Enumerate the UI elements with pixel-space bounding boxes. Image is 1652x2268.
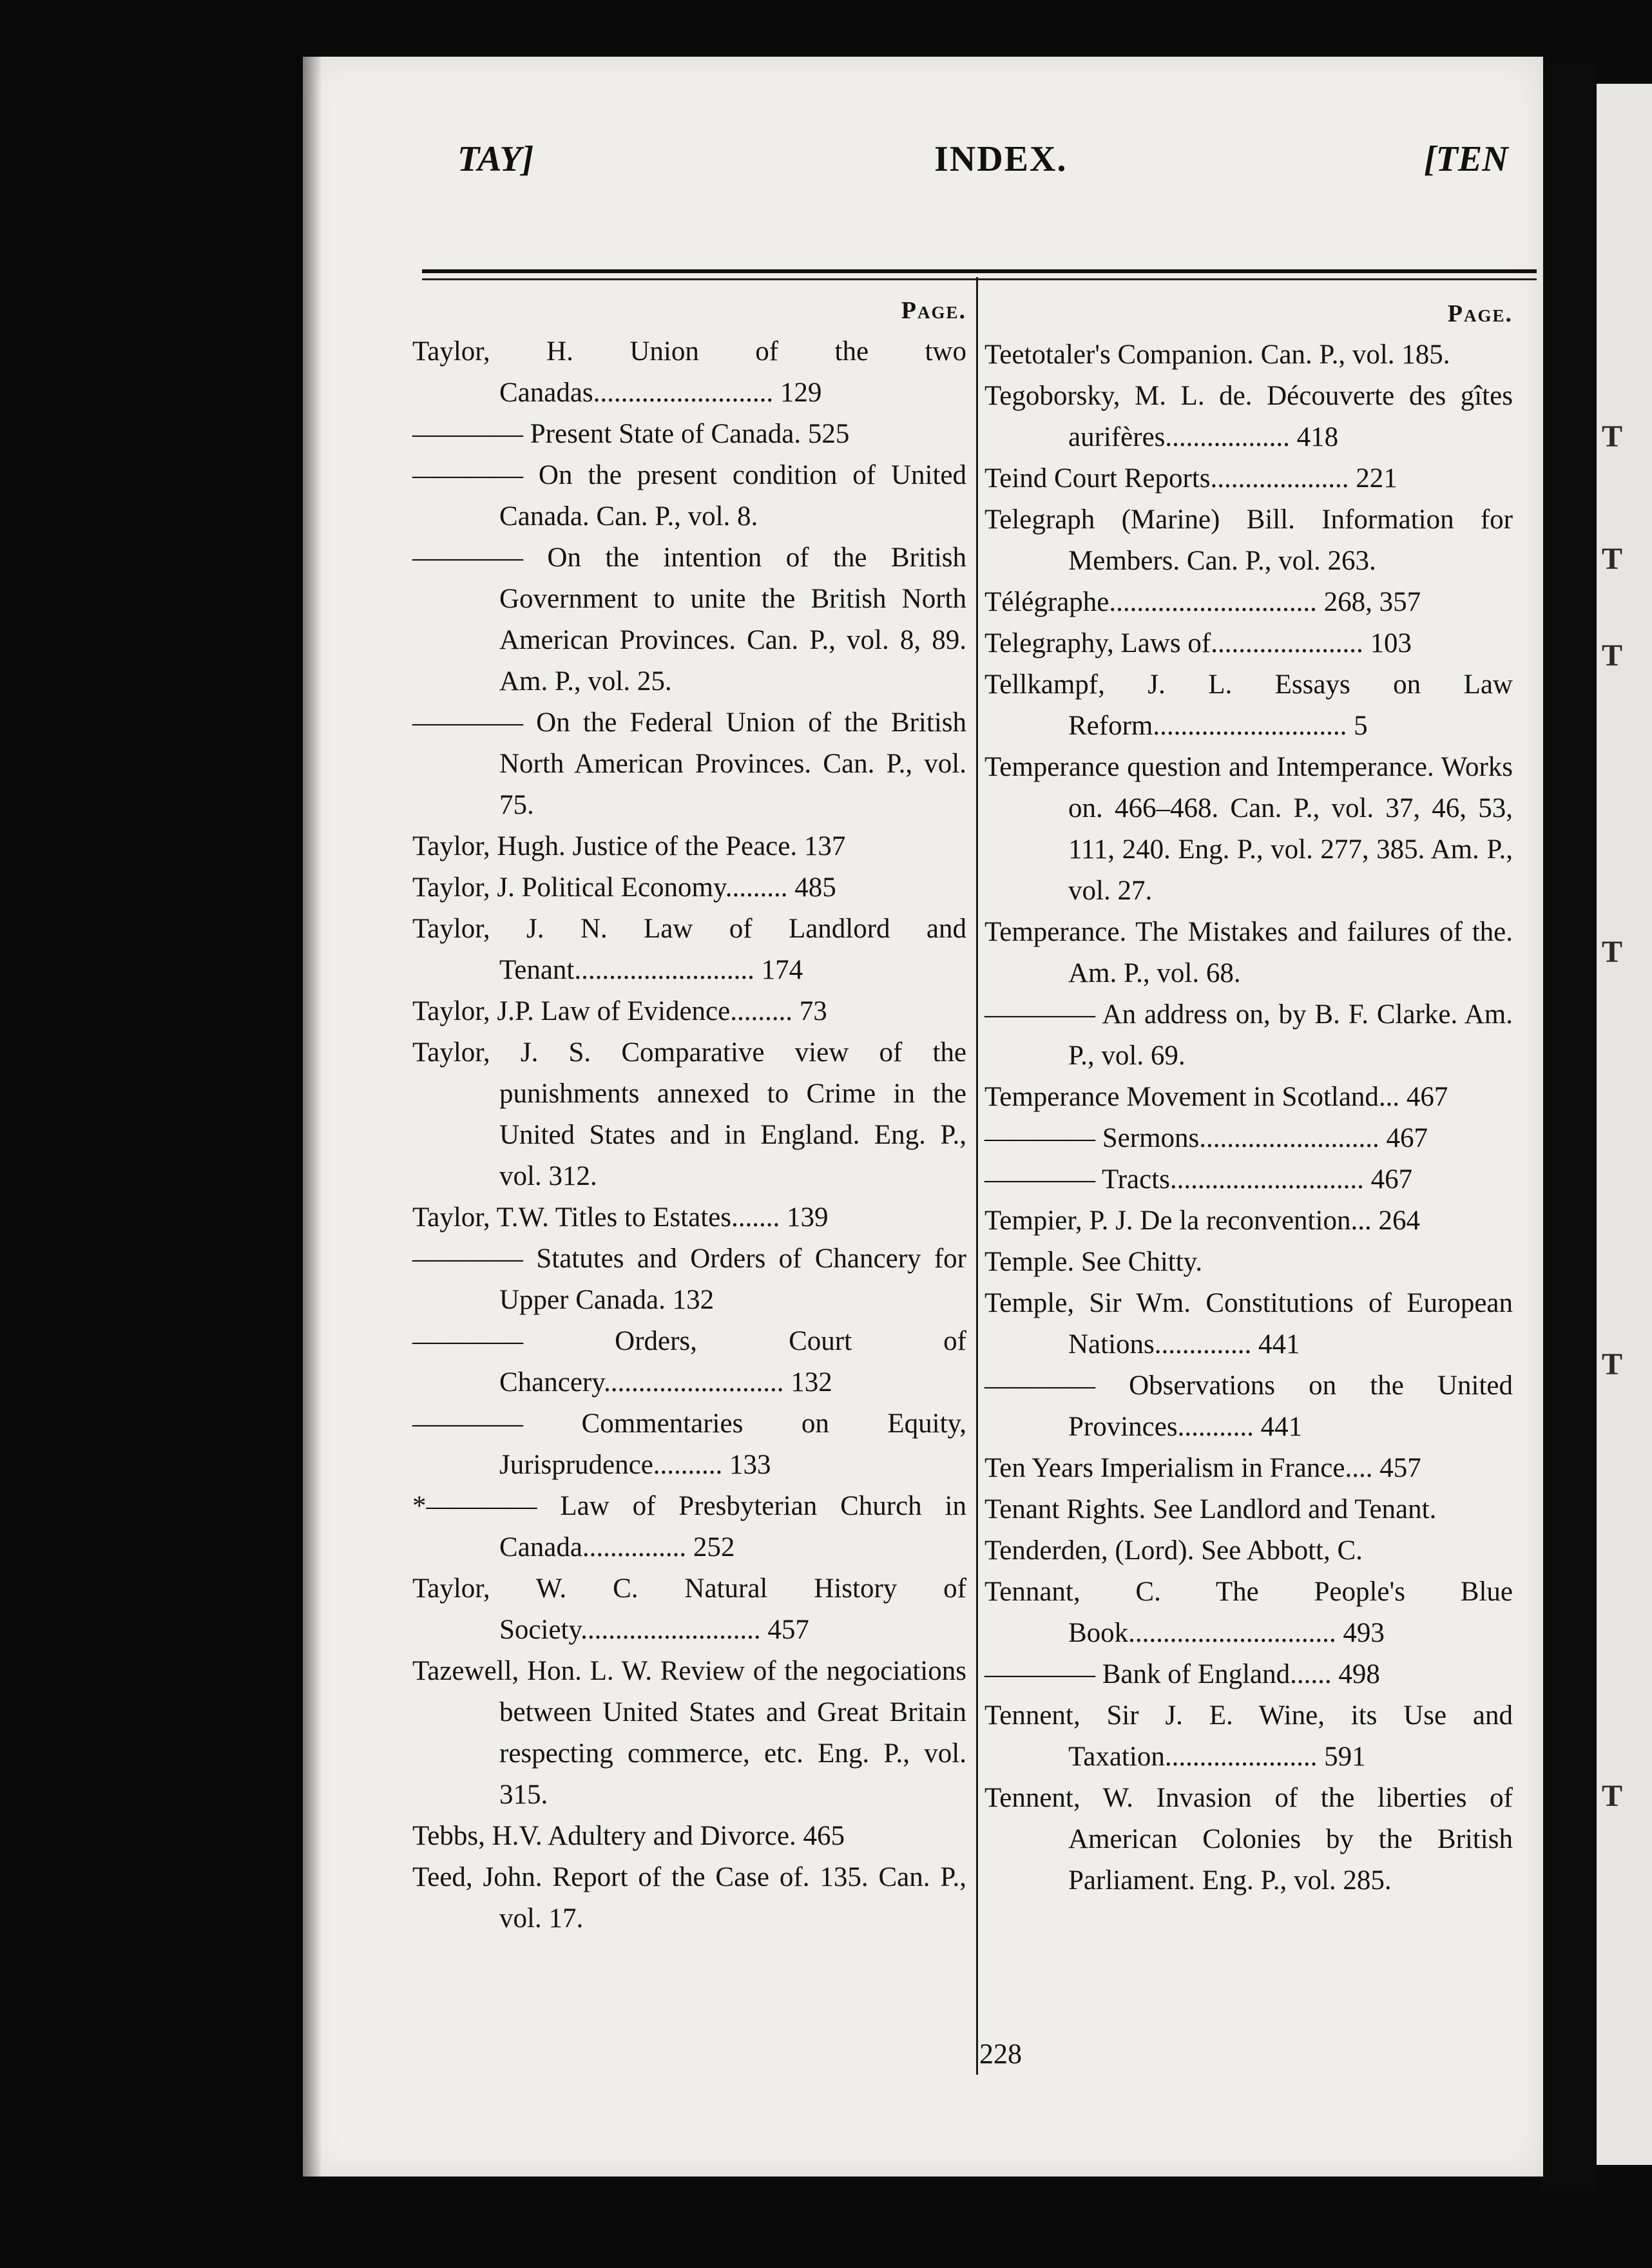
index-entry: ———— Observations on the United Provinces........... 441 [984, 1370, 1513, 1442]
index-entry: ———— On the intention of the British Government to unite the British North American Provinces. Can. P., vol. 8, 89. Am. P., vol. 25. [412, 543, 966, 697]
header-right: [TEN [1424, 139, 1508, 179]
index-entry: Taylor, J. Political Economy......... 485 [412, 872, 836, 903]
index-entry: Taylor, J. N. Law of Landlord and Tenant.......................... 174 [412, 914, 966, 985]
index-entry: Taylor, J. S. Comparative view of the punishments annexed to Crime in the United States and in England. Eng. P., vol. 312. [412, 1037, 966, 1191]
index-entry: ———— An address on, by B. F. Clarke. Am. P., vol. 69. [984, 999, 1513, 1071]
right-column [984, 293, 1513, 1901]
index-entry: Temperance Movement in Scotland... 467 [984, 1082, 1448, 1112]
index-entry: Temperance question and Intemperance. Works on. 466–468. Can. P., vol. 37, 46, 53, 111, 240. Eng. P., vol. 277, 385. Am. P., vol. 27. [984, 752, 1513, 906]
index-entry: Temperance. The Mistakes and failures of the. Am. P., vol. 68. [984, 917, 1513, 988]
index-entry: ———— Statutes and Orders of Chancery for Upper Canada. 132 [412, 1244, 966, 1315]
index-entry: Tennant, C. The People's Blue Book.............................. 493 [984, 1577, 1513, 1648]
index-entry: ———— Bank of England...... 498 [984, 1659, 1380, 1689]
header-left: TAY] [457, 139, 534, 179]
index-entry: Tenant Rights. See Landlord and Tenant. [984, 1494, 1437, 1524]
index-entry: Teed, John. Report of the Case of. 135. Can. P., vol. 17. [412, 1862, 966, 1934]
adjacent-page-edge: T T T T T T [1597, 84, 1652, 2165]
index-entry: Teind Court Reports.................... 221 [984, 463, 1397, 494]
header-rule-thin [422, 278, 1537, 280]
page-edge-shadow [303, 57, 322, 2177]
index-entry: ———— On the present condition of United Canada. Can. P., vol. 8. [412, 460, 966, 532]
page-number: 228 [979, 2038, 1022, 2070]
index-entry: Tenderden, (Lord). See Abbott, C. [984, 1535, 1363, 1566]
index-entry: Taylor, Hugh. Justice of the Peace. 137 [412, 831, 846, 861]
index-entry: Temple, Sir Wm. Constitutions of European Nations.............. 441 [984, 1288, 1513, 1360]
page-column-heading: Page. [901, 297, 966, 324]
index-entry: Teetotaler's Companion. Can. P., vol. 185. [984, 340, 1450, 370]
index-entry: Tennent, Sir J. E. Wine, its Use and Taxation...................... 591 [984, 1700, 1513, 1772]
index-entry: ———— Commentaries on Equity, Jurisprudence.......... 133 [412, 1408, 966, 1480]
index-entry: Tebbs, H.V. Adultery and Divorce. 465 [412, 1821, 845, 1851]
index-entry: Tempier, P. J. De la reconvention... 264 [984, 1206, 1420, 1236]
index-entry: Ten Years Imperialism in France.... 457 [984, 1453, 1421, 1483]
index-entry: Tellkampf, J. L. Essays on Law Reform............................ 5 [984, 669, 1513, 741]
index-entry: Taylor, T.W. Titles to Estates....... 139 [412, 1202, 829, 1233]
index-entry: Telegraphy, Laws of...................... 103 [984, 628, 1412, 658]
index-entry: Telegraph (Marine) Bill. Information for Members. Can. P., vol. 263. [984, 505, 1513, 576]
index-entry: ———— Tracts............................ 467 [984, 1164, 1413, 1195]
index-entry: ———— On the Federal Union of the British North American Provinces. Can. P., vol. 75. [412, 707, 966, 820]
index-entry: Taylor, W. C. Natural History of Society.......................... 457 [412, 1573, 966, 1645]
left-column [412, 290, 966, 1939]
index-entry: ———— Orders, Court of Chancery.......................... 132 [412, 1326, 966, 1398]
index-entry: Temple. See Chitty. [984, 1247, 1203, 1277]
book-gutter [1543, 64, 1595, 2191]
column-divider [976, 277, 978, 2075]
index-entry: Tennent, W. Invasion of the liberties of American Colonies by the British Parliament. Eng. P., vol. 285. [984, 1783, 1513, 1896]
index-entry: ———— Sermons.......................... 467 [984, 1123, 1428, 1153]
index-entry: Tazewell, Hon. L. W. Review of the negociations between United States and Great Britain respecting commerce, etc. Eng. P., vol. 315. [412, 1656, 966, 1810]
running-header [0, 139, 1652, 190]
scan-background-left [0, 0, 316, 2268]
index-entry: ———— Present State of Canada. 525 [412, 419, 850, 449]
header-rule [422, 269, 1537, 273]
index-entry: Taylor, J.P. Law of Evidence......... 73 [412, 996, 827, 1026]
index-entry: Tegoborsky, M. L. de. Découverte des gîtes aurifères.................. 418 [984, 381, 1513, 452]
index-entry: Taylor, H. Union of the two Canadas.......................... 129 [412, 336, 966, 408]
header-title: INDEX. [934, 139, 1068, 179]
page-column-heading: Page. [1447, 300, 1513, 327]
index-entry: *———— Law of Presbyterian Church in Canada............... 252 [412, 1491, 966, 1562]
index-entry: Télégraphe.............................. 268, 357 [984, 587, 1421, 617]
